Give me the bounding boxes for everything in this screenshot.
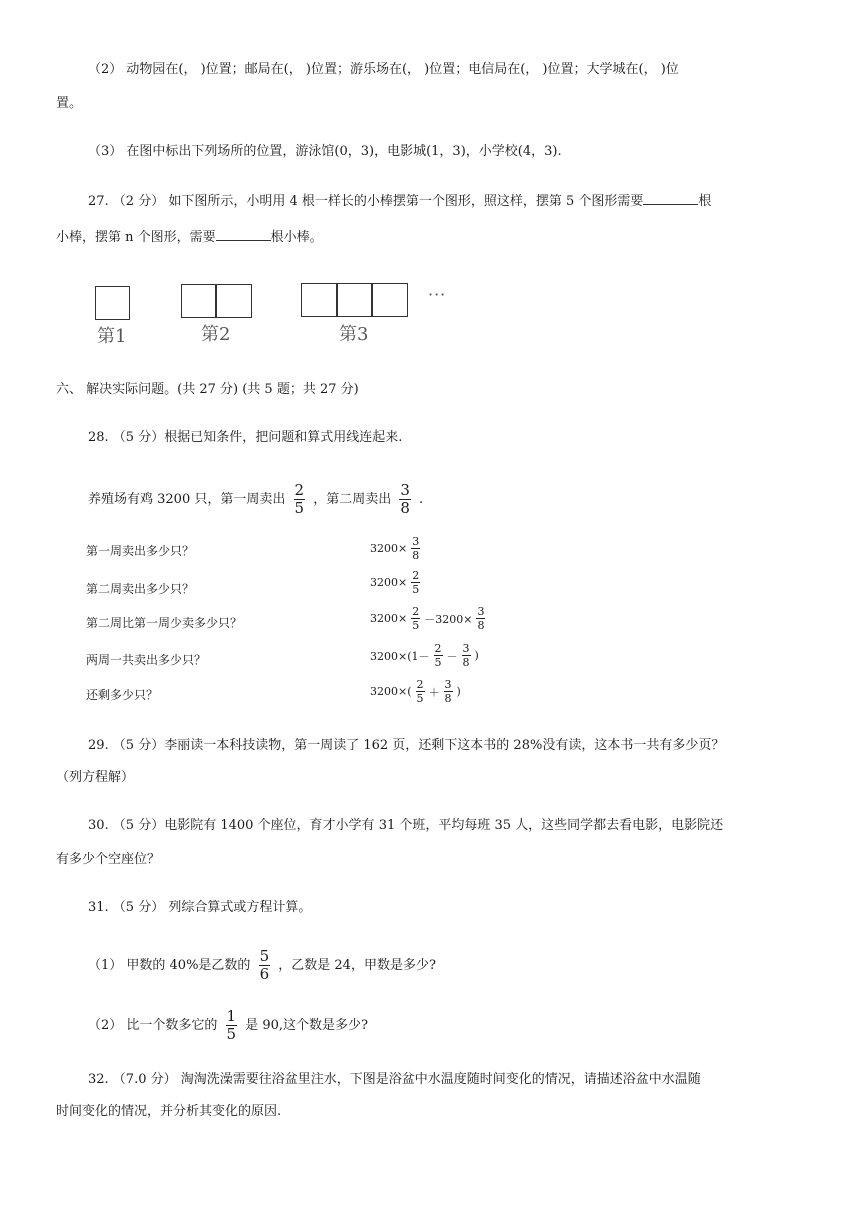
formula-fraction (462, 643, 471, 668)
fraction-denominator: 5 (294, 499, 305, 517)
q26-part2-line2: 置。 (56, 96, 83, 111)
formula-text: 3200× (370, 576, 408, 589)
caption-2: 第2 (201, 324, 231, 345)
q31-part2-text-a: （2） 比一个数多它的 (88, 1018, 218, 1033)
formula-text: 3200× (370, 542, 408, 555)
q28-condition-a: 养殖场有鸡 3200 只，第一周卖出 (88, 492, 286, 507)
formula-text: 3200× (370, 612, 408, 625)
fraction-denominator: 8 (400, 499, 410, 517)
fraction-denominator: 5 (412, 619, 420, 632)
formula-text: ) (456, 685, 461, 698)
formula-fraction (434, 643, 443, 668)
q27-blank-1[interactable] (643, 204, 698, 205)
fraction-denominator: 5 (416, 692, 424, 705)
formula-text: 3200×( (370, 685, 412, 698)
fraction-numerator: 3 (400, 481, 410, 499)
fraction-denominator: 8 (444, 692, 452, 705)
fraction-denominator: 6 (259, 965, 270, 983)
q29-line2: （列方程解） (56, 770, 135, 785)
caption-1: 第1 (97, 326, 127, 347)
formula-text: ＋ (428, 685, 440, 699)
q27-line2 (56, 228, 323, 248)
fraction-numerator: 3 (444, 678, 452, 691)
fraction-2-5 (294, 483, 306, 516)
q28-condition-c: . (419, 492, 424, 507)
formula-fraction (411, 570, 420, 595)
ellipsis: ··· (428, 285, 447, 304)
fraction-numerator: 3 (477, 605, 485, 618)
formula-fraction (476, 606, 485, 631)
formula-text: 3200×(1－ (370, 649, 430, 663)
fraction-denominator: 8 (477, 619, 485, 632)
match-formula-3[interactable] (370, 606, 489, 631)
formula-text: －3200× (424, 612, 473, 626)
match-formula-5[interactable] (370, 679, 461, 704)
formula-fraction (411, 536, 420, 561)
q26-part2-line1: （2） 动物园在(， )位置；邮局在(， )位置；游乐场在(， )位置；电信局在(， )位置；大学城在(， )位 (88, 62, 679, 77)
q32-line1: 32. （7.0 分） 淘淘洗澡需要往浴盆里注水，下图是浴盆中水温度随时间变化的情况，请描述浴盆中水温随 (88, 1072, 701, 1087)
q28-condition (88, 480, 423, 520)
figure3-square-2 (336, 283, 373, 317)
q27-text-a: 27. （2 分） 如下图所示，小明用 4 根一样长的小棒摆第一个图形，照这样，摆第 5 个图形需要 (88, 194, 644, 209)
match-formula-4[interactable] (370, 643, 479, 668)
q31-part1 (88, 946, 436, 986)
figure3-square-3 (371, 283, 408, 317)
q31-part1-text-a: （1） 甲数的 40%是乙数的 (88, 958, 251, 973)
q32-line2: 时间变化的情况，并分析其变化的原因. (56, 1104, 282, 1119)
formula-fraction (411, 606, 420, 631)
fraction-numerator: 2 (294, 481, 305, 499)
formula-text: ) (474, 649, 479, 662)
fraction-numerator: 2 (434, 642, 442, 655)
fraction-numerator: 2 (416, 678, 424, 691)
q30-line1: 30. （5 分）电影院有 1400 个座位，育才小学有 31 个班，平均每班 35 人，这些同学都去看电影，电影院还 (88, 818, 724, 833)
q31-part2 (88, 1006, 368, 1046)
match-question-5[interactable]: 还剩多少只？ (86, 688, 159, 702)
fraction-numerator: 3 (412, 535, 420, 548)
fraction-3-8 (399, 483, 411, 516)
fraction-numerator: 5 (259, 947, 270, 965)
match-formula-2[interactable] (370, 570, 424, 595)
q29-line1: 29. （5 分）李丽读一本科技读物，第一周读了 162 页，还剩下这本书的 28%没有读，这本书一共有多少页？ (88, 738, 725, 753)
fraction-numerator: 1 (226, 1007, 237, 1025)
fraction-denominator: 8 (412, 549, 420, 562)
formula-fraction (416, 679, 425, 704)
fraction-5-6 (259, 949, 271, 982)
figure2-square-1 (181, 284, 217, 318)
q30-line2: 有多少个空座位？ (56, 852, 161, 867)
section6-title: 六、 解决实际问题。(共 27 分) (共 5 题；共 27 分) (56, 382, 359, 397)
q31-part2-text-b: 是 90,这个数是多少? (245, 1018, 369, 1033)
figure3-square-1 (301, 283, 338, 317)
q28-title: 28. （5 分）根据已知条件，把问题和算式用线连起来. (88, 430, 403, 445)
q26-part3: （3） 在图中标出下列场所的位置，游泳馆(0，3)，电影城(1，3)，小学校(4，3). (88, 144, 562, 159)
figure1-square (95, 286, 130, 320)
match-formula-1[interactable] (370, 536, 424, 561)
fraction-numerator: 2 (412, 605, 420, 618)
fraction-denominator: 8 (462, 656, 470, 669)
match-question-4[interactable]: 两周一共卖出多少只？ (86, 653, 207, 667)
figure2-square-2 (215, 284, 252, 318)
fraction-denominator: 5 (434, 656, 442, 669)
match-question-3[interactable]: 第二周比第一周少卖多少只？ (86, 616, 243, 630)
fraction-1-5 (226, 1009, 238, 1042)
q27-text-b: 根 (698, 194, 712, 209)
fraction-denominator: 5 (412, 583, 420, 596)
formula-fraction (444, 679, 453, 704)
q28-condition-b: ，第二周卖出 (313, 492, 392, 507)
q27-blank-2[interactable] (216, 240, 271, 241)
q31-part1-text-b: ，乙数是 24，甲数是多少? (278, 958, 436, 973)
fraction-numerator: 3 (462, 642, 470, 655)
match-question-2[interactable]: 第二周卖出多少只？ (86, 582, 195, 596)
q27-text-c: 小棒，摆第 n 个图形，需要 (56, 230, 216, 245)
q27-line1 (88, 192, 711, 212)
formula-text: － (446, 649, 458, 663)
fraction-denominator: 5 (226, 1025, 237, 1043)
fraction-numerator: 2 (412, 569, 420, 582)
q27-text-d: 根小棒。 (270, 230, 323, 245)
caption-3: 第3 (339, 324, 369, 345)
match-question-1[interactable]: 第一周卖出多少只？ (86, 544, 195, 558)
q31-title: 31. （5 分） 列综合算式或方程计算。 (88, 900, 312, 915)
